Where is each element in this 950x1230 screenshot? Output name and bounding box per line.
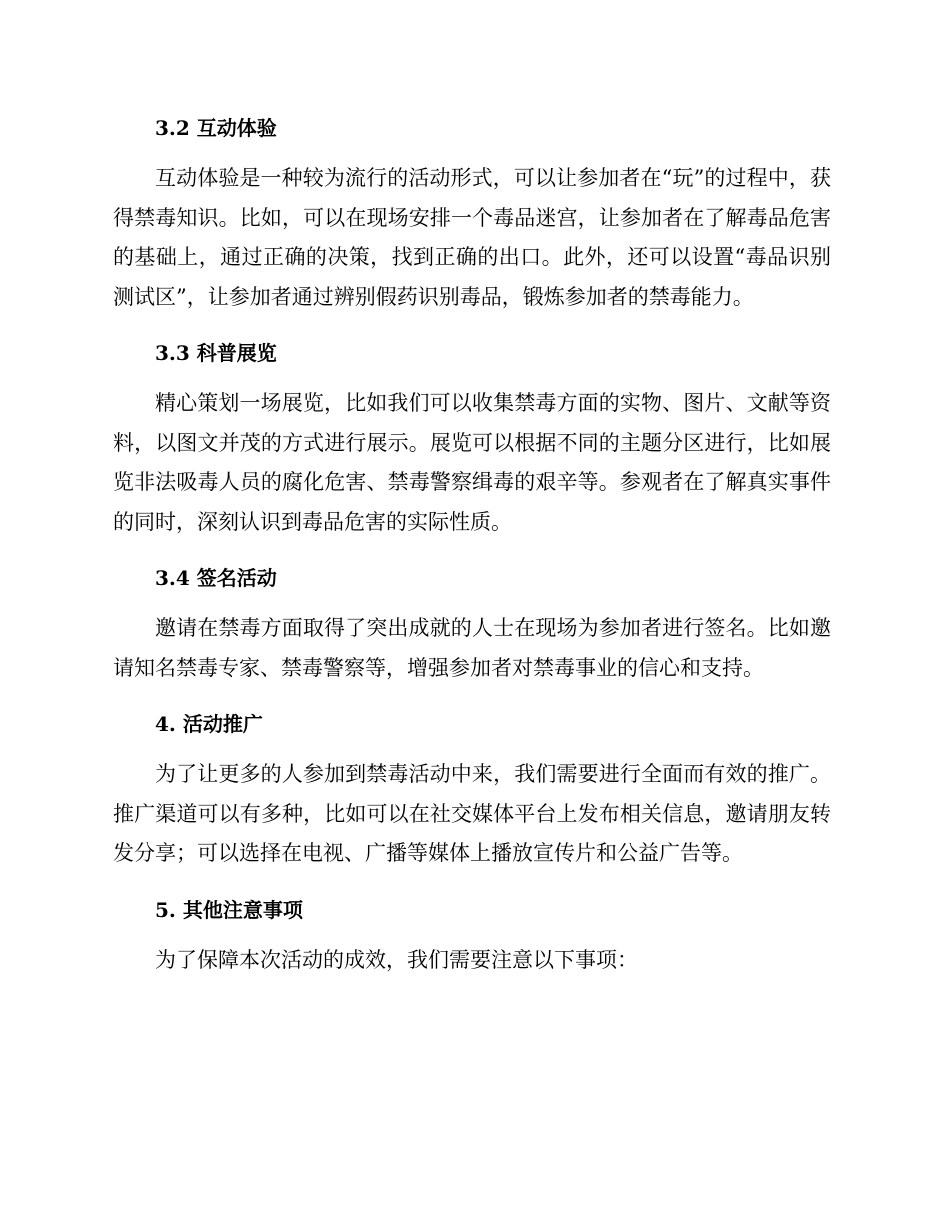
section-heading-3-3: 3.3 科普展览 (155, 341, 277, 365)
section-heading-4: 4. 活动推广 (155, 712, 263, 736)
section-paragraph-3-3: 精心策划一场展览，比如我们可以收集禁毒方面的实物、图片、文献等资料，以图文并茂的方式进行展示。展览可以根据不同的主题分区进行，比如展览非法吸毒人员的腐化危害、禁毒警察缉毒的艰辛等。参观者在了解真实事件的同时，深刻认识到毒品危害的实际性质。 (113, 391, 831, 534)
section-heading-3-2: 3.2 互动体验 (155, 116, 277, 140)
document-body (113, 113, 831, 980)
section-paragraph-5: 为了保障本次活动的成效，我们需要注意以下事项： (155, 947, 638, 972)
section-paragraph-3-2: 互动体验是一种较为流行的活动形式，可以让参加者在“玩”的过程中，获得禁毒知识。比如，可以在现场安排一个毒品迷宫，让参加者在了解毒品危害的基础上，通过正确的决策，找到正确的出口。此外，还可以设置“毒品识别测试区”，让参加者通过辨别假药识别毒品，锻炼参加者的禁毒能力。 (113, 166, 831, 309)
section-heading-5: 5. 其他注意事项 (155, 897, 303, 922)
section-heading-3-4: 3.4 签名活动 (155, 566, 277, 590)
section-paragraph-3-4: 邀请在禁毒方面取得了突出成就的人士在现场为参加者进行签名。比如邀请知名禁毒专家、禁毒警察等，增强参加者对禁毒事业的信心和支持。 (113, 616, 831, 680)
section-paragraph-4: 为了让更多的人参加到禁毒活动中来，我们需要进行全面而有效的推广。推广渠道可以有多种，比如可以在社交媒体平台上发布相关信息，邀请朋友转发分享；可以选择在电视、广播等媒体上播放宣传片和公益广告等。 (113, 762, 831, 865)
